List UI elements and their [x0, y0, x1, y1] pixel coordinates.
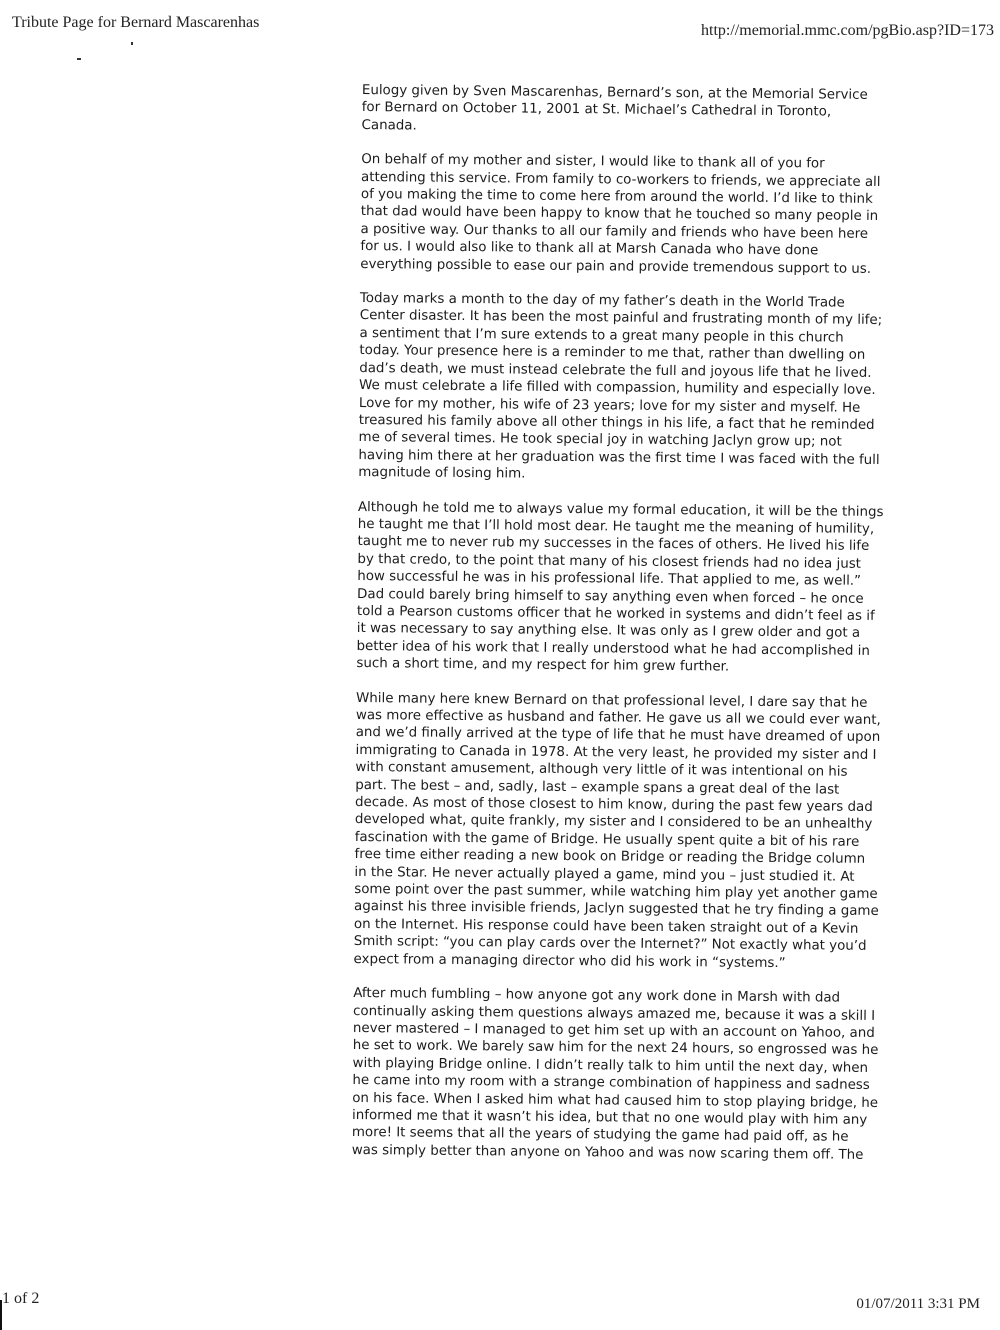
print-header-url: http://memorial.mmc.com/pgBio.asp?ID=173 [701, 22, 994, 39]
eulogy-paragraph: After much fumbling – how anyone got any work done in Marsh with dad continually asking them questions always amazed me, because it was a skill I never mastered – I managed to get him set up with an account on Yahoo, and he set to work. We barely saw him for the next 24 hours, so engrossed was he with playing Bridge online. I didn’t really talk to him until the next day, when he came into my room with a strange combination of happiness and sadness on his face. When I asked him what had caused him to stop playing bridge, he informed me that it wasn’t his idea, but that no one would play with him any more! It seems that all the years of studying the game had paid off, as he was simply better than anyone on Yahoo and was now scaring them off. The [351, 986, 879, 1163]
scan-speck [77, 58, 81, 60]
eulogy-intro: Eulogy given by Sven Mascarenhas, Bernard’s son, at the Memorial Service for Bernard on October 11, 2001 at St. Michael’s Cathedral in Toronto, Canada. [361, 82, 868, 134]
scan-speck [131, 42, 133, 45]
print-footer-page-number: 1 of 2 [2, 1290, 40, 1307]
eulogy-body [351, 82, 887, 1181]
print-header-title: Tribute Page for Bernard Mascarenhas [12, 14, 260, 31]
eulogy-paragraph: On behalf of my mother and sister, I would like to thank all of you for attending this service. From family to co-workers to friends, we appreciate all of you making the time to come here from around the world. I’d like to think that dad would have been happy to know that he touched so many people in a positive way. Our thanks to all our family and friends who have been here for us. I would also like to thank all at Marsh Canada who have done everything possible to ease our pain and provide tremendous support to us. [360, 152, 881, 277]
eulogy-paragraph: Although he told me to always value my formal education, it will be the things he taught me that I’ll hold most dear. He taught me the meaning of humility, taught me to never rub my successes in the faces of others. He lived his life by that credo, to the point that many of his closest friends had no idea just how successful he was in his professional life. That applied to me, as well.” Dad could barely bring himself to say anything even when forced – he once told a Pearson customs officer that he worked in systems and didn’t feel as if it was necessary to say anything else. It was only as I grew older and got a better idea of his work that I really understood what he had accomplished in such a short time, and my respect for him grew further. [356, 499, 884, 675]
eulogy-paragraph: Today marks a month to the day of my father’s death in the World Trade Center disaster. It has been the most painful and frustrating month of my life; a sentiment that I’m sure extends to a great many people in this church today. Your presence here is a reminder to me that, rather than dwelling on dad’s death, we must instead celebrate the full and joyous life that he lived. We must celebrate a life filled with compassion, humility and especially love. Love for my mother, his wife of 23 years; love for my sister and myself. He treasured his family above all other things in his life, a fact that he reminded me of several times. He took special joy in watching Jaclyn grow up; not having him there at her graduation was the first time I was faced with the full magnitude of losing him. [358, 291, 883, 482]
print-footer-datetime: 01/07/2011 3:31 PM [856, 1296, 980, 1312]
eulogy-paragraph: While many here knew Bernard on that professional level, I dare say that he was more effective as husband and father. He gave us all we could ever want, and we’d finally arrived at the type of life that he must have dreamed of upon immigrating to Canada in 1978. At the very least, he provided my sister and I with constant amusement, although very little of it was intentional on his part. The best – and, sadly, last – example spans a great deal of the last decade. As most of those closest to him know, during the past few years dad developed what, quite frankly, my sister and I considered to be an unhealthy fascination with the game of Bridge. He usually spent quite a bit of his rare free time either reading a new book on Bridge or reading the Bridge column in the Star. He never actually played a game, mind you – just studied it. At some point over the past summer, while watching him play yet another game against his three invisible friends, Jaclyn suggested that he try finding a game on the Internet. His response could have been taken straight out of a Kevin Smith script: “you can play cards over the Internet?” Not exactly what you’d expect from a managing director who did his work in “systems.” [353, 690, 881, 971]
